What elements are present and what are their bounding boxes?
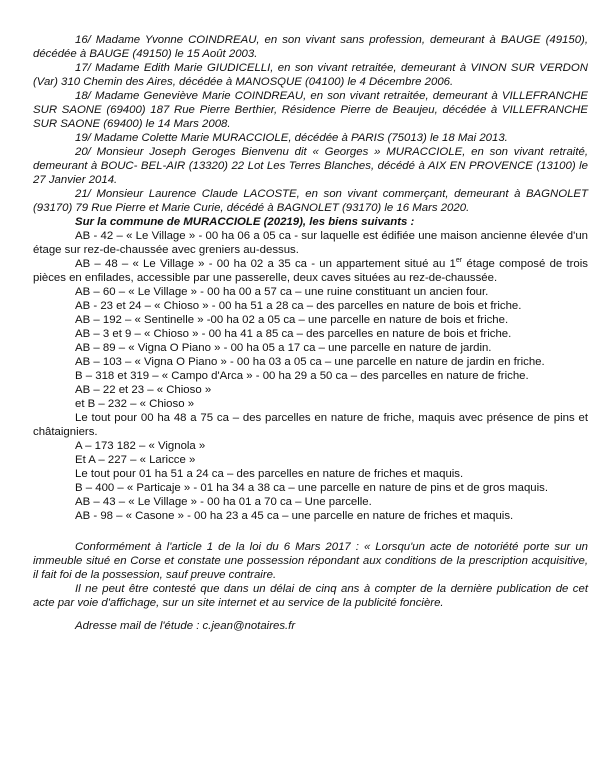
parcel-a227: Et A – 227 – « Laricce » <box>75 454 196 466</box>
legal-paragraph-1: Conformément à l'article 1 de la loi du 6 Mars 2017 : « Lorsqu'un acte de notoriété porte sur un immeuble situé en Corse et constate une possession répondant aux conditions de la prescription acquisitive, il fait foi de la possession, sauf preuve contraire. <box>33 541 588 581</box>
parcel-ab23: AB - 23 et 24 – « Chioso » - 00 ha 51 a 28 ca – des parcelles en nature de bois et friche. <box>75 300 522 312</box>
office-email: Adresse mail de l'étude : c.jean@notaires.fr <box>75 620 296 632</box>
heir-16: 16/ Madame Yvonne COINDREAU, en son vivant sans profession, demeurant à BAUGE (49150), décédée à BAUGE (49150) le 15 Août 2003. <box>33 34 588 60</box>
heir-21: 21/ Monsieur Laurence Claude LACOSTE, en son vivant commerçant, demeurant à BAGNOLET (93170) 79 Rue Pierre et Marie Curie, décédé à BAGNOLET (93170) le 16 Mars 2020. <box>33 188 588 214</box>
parcel-ab3: AB – 3 et 9 – « Chioso » - 00 ha 41 a 85 ca – des parcelles en nature de bois et friche. <box>75 328 512 340</box>
heir-19: 19/ Madame Colette Marie MURACCIOLE, décédée à PARIS (75013) le 18 Mai 2013. <box>75 132 508 144</box>
parcel-b232: et B – 232 – « Chioso » <box>75 398 195 410</box>
parcel-ab192: AB – 192 – « Sentinelle » -00 ha 02 a 05 ca – une parcelle en nature de bois et friche. <box>75 314 509 326</box>
heir-18: 18/ Madame Geneviève Marie COINDREAU, en son vivant retraitée, demeurant à VILLEFRANCHE SUR SAONE (69400) 187 Rue Pierre Berthier, Résidence Pierre de Beaujeu, décédée à VILLEFRANCHE SUR SAONE (69400) le 14 Mars 2008. <box>33 90 588 130</box>
notice-document <box>33 33 588 633</box>
parcel-a173: A – 173 182 – « Vignola » <box>75 440 206 452</box>
parcel-ab48 <box>33 257 588 285</box>
parcel-ab22: AB – 22 et 23 – « Chioso » <box>75 384 212 396</box>
parcel-ab48-text-b: étage composé de trois pièces en enfilades, accessible par une passerelle, deux caves situées au rez-de-chaussée. <box>33 258 588 284</box>
parcel-ab60: AB – 60 – « Le Village » - 00 ha 00 a 57 ca – une ruine constituant un ancien four. <box>75 286 489 298</box>
parcel-b400: B – 400 – « Particaje » - 01 ha 34 a 38 ca – une parcelle en nature de pins et de gros maquis. <box>75 482 549 494</box>
parcel-ab48-text-a: AB – 48 – « Le Village » - 00 ha 02 a 35 ca - un appartement situé au 1 <box>75 258 456 270</box>
goods-heading: Sur la commune de MURACCIOLE (20219), les biens suivants : <box>75 216 415 228</box>
parcel-ab98: AB - 98 – « Casone » - 00 ha 23 a 45 ca – une parcelle en nature de friches et maquis. <box>75 510 514 522</box>
parcel-ab43: AB – 43 – « Le Village » - 00 ha 01 a 70 ca – Une parcelle. <box>75 496 372 508</box>
heir-20: 20/ Monsieur Joseph Geroges Bienvenu dit « Georges » MURACCIOLE, en son vivant retraité, demeurant à BOUC- BEL-AIR (13320) 22 Lot Les Terres Blanches, décédé à AIX EN PROVENCE (13100) le 27 Janvier 2014. <box>33 146 588 186</box>
spacer <box>33 610 588 619</box>
parcel-ab48-sup: er <box>455 257 463 265</box>
parcel-b318: B – 318 et 319 – « Campo d'Arca » - 00 ha 29 a 50 ca – des parcelles en nature de friche. <box>75 370 529 382</box>
parcel-ab103: AB – 103 – « Vigna O Piano » - 00 ha 03 a 05 ca – une parcelle en nature de jardin en friche. <box>75 356 545 368</box>
parcel-total-1: Le tout pour 00 ha 48 a 75 ca – des parcelles en nature de friche, maquis avec présence de pins et châtaigniers. <box>33 412 588 438</box>
heir-17: 17/ Madame Edith Marie GIUDICELLI, en son vivant retraitée, demeurant à VINON SUR VERDON (Var) 310 Chemin des Aires, décédée à MANOSQUE (04100) le 4 Décembre 2006. <box>33 62 588 88</box>
parcel-ab89: AB – 89 – « Vigna O Piano » - 00 ha 05 a 17 ca – une parcelle en nature de jardin. <box>75 342 492 354</box>
parcel-total-2: Le tout pour 01 ha 51 a 24 ca – des parcelles en nature de friches et maquis. <box>75 468 464 480</box>
spacer <box>33 523 588 540</box>
legal-paragraph-2: Il ne peut être contesté que dans un délai de cinq ans à compter de la dernière publication de cet acte par voie d'affichage, sur un site internet et au service de la publicité foncière. <box>33 583 588 609</box>
parcel-ab42: AB - 42 – « Le Village » - 00 ha 06 a 05 ca - sur laquelle est édifiée une maison ancienne élevée d'un étage sur rez-de-chaussée avec greniers au-dessus. <box>33 230 588 256</box>
